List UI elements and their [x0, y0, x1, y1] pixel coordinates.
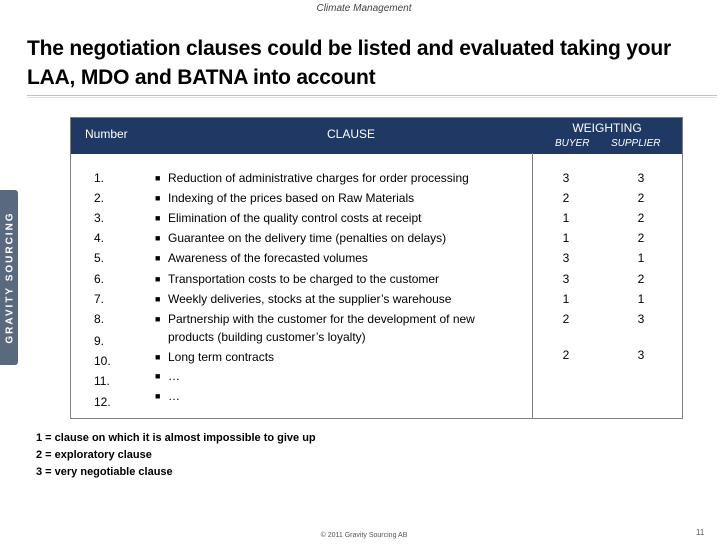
- row-buyer: 2: [562, 191, 570, 205]
- bullet-icon: ■: [155, 233, 161, 243]
- header-label: Climate Management: [316, 3, 412, 14]
- bullet-icon: ■: [155, 213, 161, 223]
- clause-table: [70, 117, 683, 419]
- row-number: 2.: [94, 191, 105, 205]
- row-clause-continued: products (building customer’s loyalty): [168, 330, 366, 344]
- row-number: 11.: [94, 374, 110, 388]
- legend-item-2: 2 = exploratory clause: [36, 449, 152, 461]
- weighting-divider: [532, 153, 533, 418]
- row-supplier: 3: [637, 348, 645, 362]
- row-number: 7.: [94, 292, 105, 306]
- bullet-icon: ■: [155, 314, 161, 324]
- row-clause: Transportation costs to be charged to the customer: [168, 272, 440, 286]
- page-title: [27, 34, 717, 92]
- header-supplier: SUPPLIER: [611, 138, 661, 149]
- bullet-icon: ■: [155, 193, 161, 203]
- row-clause: Partnership with the customer for the development of new: [168, 312, 475, 326]
- row-supplier: 1: [637, 251, 645, 265]
- row-number: 3.: [94, 211, 105, 225]
- row-clause: Awareness of the forecasted volumes: [168, 251, 368, 265]
- row-supplier: 1: [637, 292, 645, 306]
- row-buyer: 1: [562, 211, 570, 225]
- row-number: 1.: [94, 171, 105, 185]
- row-clause: Long term contracts: [168, 350, 275, 364]
- row-buyer: 1: [562, 231, 570, 245]
- bullet-icon: ■: [155, 274, 161, 284]
- title-line-2: LAA, MDO and BATNA into account: [27, 66, 376, 89]
- row-clause: …: [168, 389, 180, 403]
- row-number: 6.: [94, 272, 105, 286]
- row-supplier: 2: [637, 231, 645, 245]
- row-clause: Reduction of administrative charges for order processing: [168, 171, 469, 185]
- title-divider-shadow: [27, 97, 717, 98]
- header-weighting: WEIGHTING: [572, 121, 642, 135]
- row-number: 12.: [94, 395, 111, 409]
- legend-item-1: 1 = clause on which it is almost impossible to give up: [36, 432, 316, 444]
- row-buyer: 2: [562, 312, 570, 326]
- bullet-icon: ■: [155, 371, 161, 381]
- row-buyer: 2: [562, 348, 570, 362]
- row-supplier: 3: [637, 312, 645, 326]
- table-header: [71, 118, 682, 154]
- row-buyer: 1: [562, 292, 570, 306]
- row-supplier: 2: [637, 272, 645, 286]
- bullet-icon: ■: [155, 352, 161, 362]
- title-line-1: The negotiation clauses could be listed and evaluated taking your: [27, 37, 671, 60]
- legend-item-3: 3 = very negotiable clause: [36, 466, 173, 478]
- header-clause: CLAUSE: [326, 127, 376, 141]
- header-number: Number: [85, 127, 128, 141]
- bullet-icon: ■: [155, 391, 161, 401]
- row-buyer: 3: [562, 272, 570, 286]
- row-supplier: 2: [637, 211, 645, 225]
- row-clause: Weekly deliveries, stocks at the supplier’s warehouse: [168, 292, 452, 306]
- header-buyer: BUYER: [555, 138, 590, 149]
- bullet-icon: ■: [155, 253, 161, 263]
- row-number: 10.: [94, 354, 111, 368]
- row-clause: Guarantee on the delivery time (penalties on delays): [168, 231, 447, 245]
- title-divider: [27, 95, 717, 96]
- row-supplier: 3: [637, 171, 645, 185]
- row-number: 5.: [94, 251, 105, 265]
- row-buyer: 3: [562, 171, 570, 185]
- row-clause: Elimination of the quality control costs at receipt: [168, 211, 422, 225]
- row-buyer: 3: [562, 251, 570, 265]
- row-clause: …: [168, 369, 180, 383]
- bullet-icon: ■: [155, 173, 161, 183]
- brand-logo-text: GRAVITY SOURCING: [4, 211, 16, 344]
- row-clause: Indexing of the prices based on Raw Materials: [168, 191, 415, 205]
- bullet-icon: ■: [155, 294, 161, 304]
- row-number: 4.: [94, 231, 105, 245]
- copyright: © 2011 Gravity Sourcing AB: [320, 532, 408, 539]
- row-supplier: 2: [637, 191, 645, 205]
- row-number: 9.: [94, 334, 105, 348]
- row-number: 8.: [94, 312, 105, 326]
- page-number: 11: [696, 528, 705, 537]
